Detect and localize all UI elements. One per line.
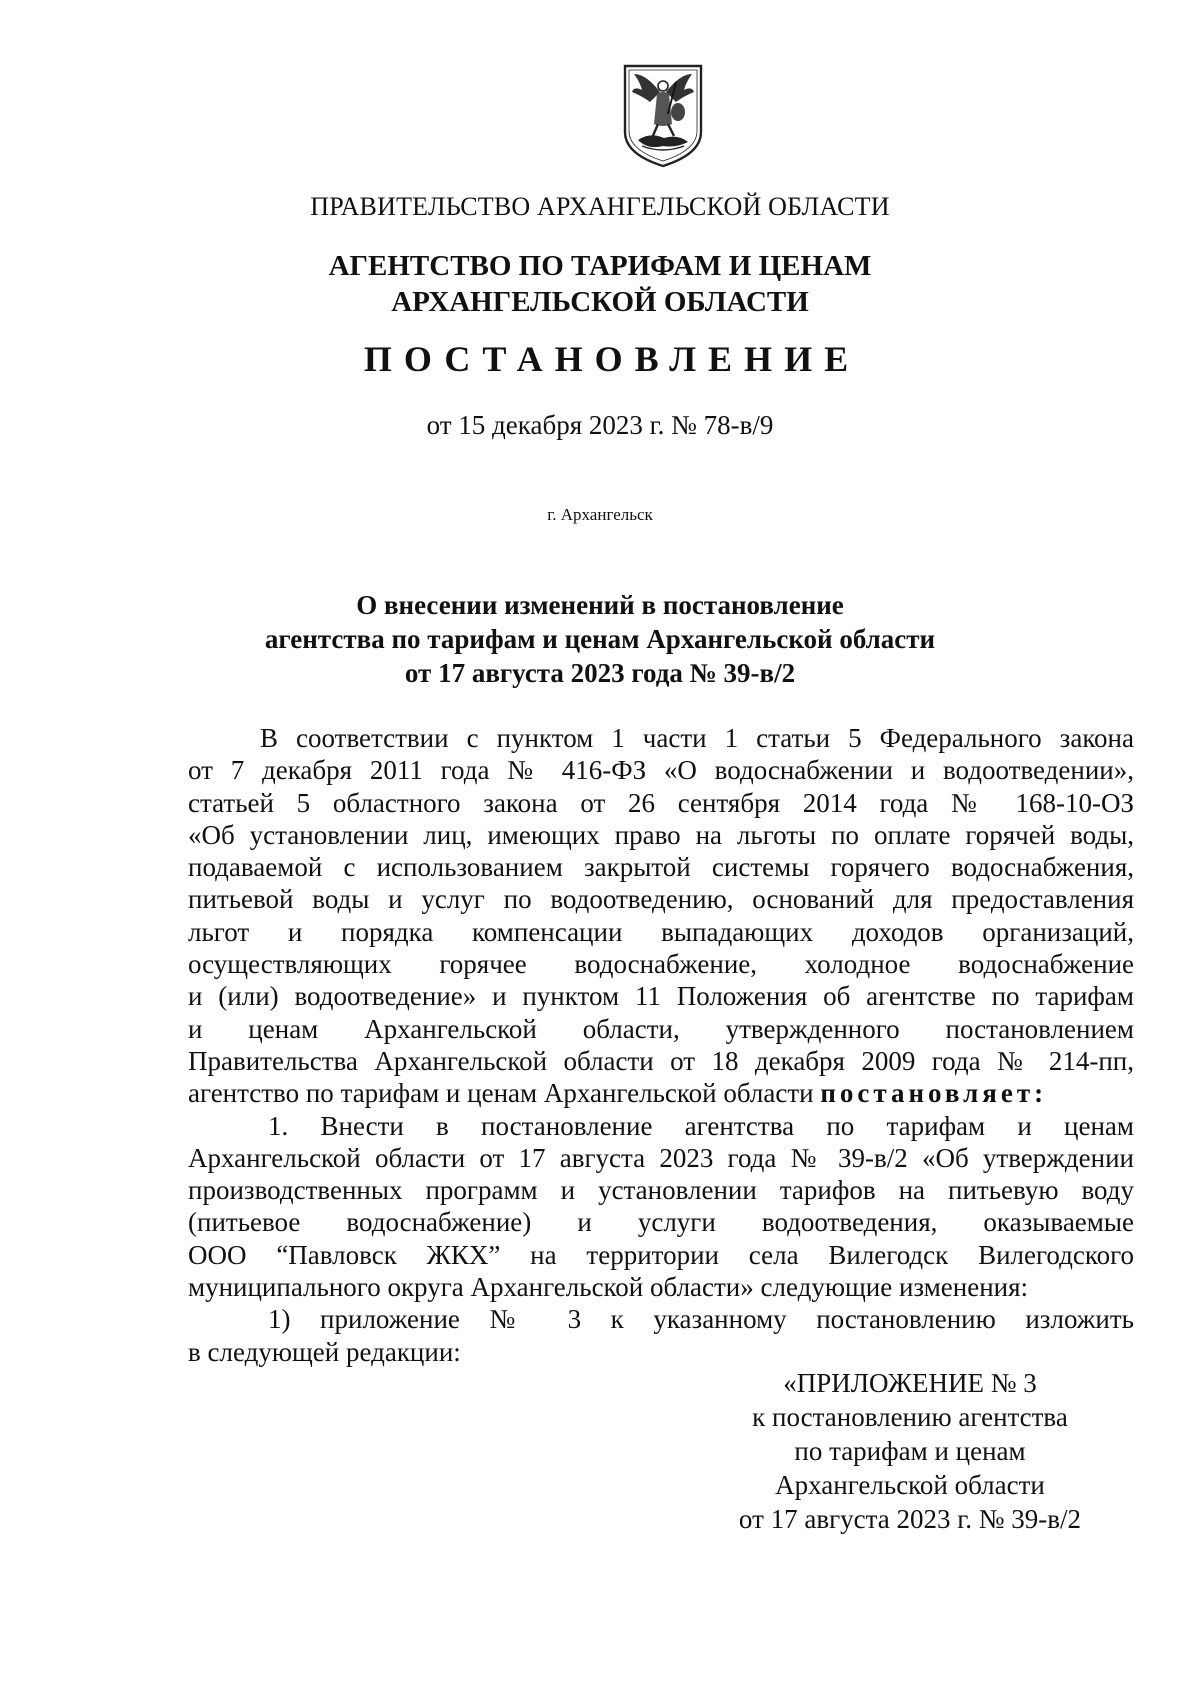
body-line: статьей 5 областного закона от 26 сентября 2014 года № 168-10-ОЗ: [188, 787, 1134, 818]
body-line: В соответствии с пунктом 1 части 1 статьи 5 Федерального закона: [260, 723, 1134, 753]
body-line: (питьевое водоснабжение) и услуги водоотведения, оказываемые: [188, 1207, 1134, 1238]
body-line: льгот и порядка компенсации выпадающих доходов организаций,: [188, 916, 1134, 947]
body-line: в следующей редакции:: [188, 1336, 461, 1367]
document-city: г. Архангельск: [547, 505, 653, 524]
body-line: и ценам Архангельской области, утвержденного постановлением: [188, 1013, 1134, 1044]
document-type: ПОСТАНОВЛЕНИЕ: [363, 339, 861, 379]
agency-title: [0, 248, 1200, 320]
appendix-line4: Архангельской области: [775, 1470, 1045, 1500]
body-line-with-decision: [188, 1077, 1134, 1109]
agency-title-line1: АГЕНТСТВО ПО ТАРИФАМ И ЦЕНАМ: [328, 250, 872, 282]
subject-line3: от 17 августа 2023 года № 39-в/2: [404, 658, 796, 688]
subject-line1: О внесении изменений в постановление: [356, 590, 844, 620]
document-date-number: от 15 декабря 2023 г. № 78-в/9: [426, 410, 774, 440]
appendix-heading: [720, 1366, 1100, 1536]
subject-line2: агентства по тарифам и ценам Архангельской области: [264, 624, 936, 654]
body-line: муниципального округа Архангельской области» следующие изменения:: [188, 1272, 1029, 1303]
document-subject: [0, 588, 1200, 690]
body-line: осуществляющих горячее водоснабжение, холодное водоснабжение: [188, 949, 1134, 980]
body-line: 1) приложение № 3 к указанному постановлению изложить: [268, 1304, 1134, 1335]
body-line: 1. Внести в постановление агентства по тарифам и ценам: [268, 1110, 1134, 1141]
coat-of-arms-icon: [620, 62, 706, 170]
document-body: [188, 722, 1134, 1368]
decides-keyword: постановляет:: [820, 1078, 1048, 1109]
appendix-line1: «ПРИЛОЖЕНИЕ № 3: [783, 1368, 1037, 1398]
government-title: ПРАВИТЕЛЬСТВО АРХАНГЕЛЬСКОЙ ОБЛАСТИ: [310, 192, 890, 221]
appendix-line3: по тарифам и ценам: [794, 1436, 1026, 1466]
body-line: агентство по тарифам и ценам Архангельской области: [188, 1078, 814, 1109]
agency-title-line2: АРХАНГЕЛЬСКОЙ ОБЛАСТИ: [391, 286, 809, 318]
body-line: Правительства Архангельской области от 18 декабря 2009 года № 214-пп,: [188, 1045, 1134, 1076]
body-line: подаваемой с использованием закрытой системы горячего водоснабжения,: [188, 852, 1134, 883]
body-line: и (или) водоотведение» и пунктом 11 Положения об агентстве по тарифам: [188, 981, 1134, 1012]
appendix-line5: от 17 августа 2023 г. № 39-в/2: [738, 1504, 1082, 1534]
appendix-line2: к постановлению агентства: [752, 1402, 1068, 1432]
body-line: питьевой воды и услуг по водоотведению, оснований для предоставления: [188, 884, 1134, 915]
body-line: производственных программ и установлении тарифов на питьевую воду: [188, 1175, 1134, 1206]
body-line: ООО “Павловск ЖКХ” на территории села Вилегодск Вилегодского: [188, 1239, 1134, 1270]
body-line: от 7 декабря 2011 года № 416-ФЗ «О водоснабжении и водоотведении»,: [188, 755, 1134, 786]
body-line: Архангельской области от 17 августа 2023 года № 39-в/2 «Об утверждении: [188, 1142, 1134, 1173]
body-line: «Об установлении лиц, имеющих право на льготы по оплате горячей воды,: [188, 819, 1134, 850]
